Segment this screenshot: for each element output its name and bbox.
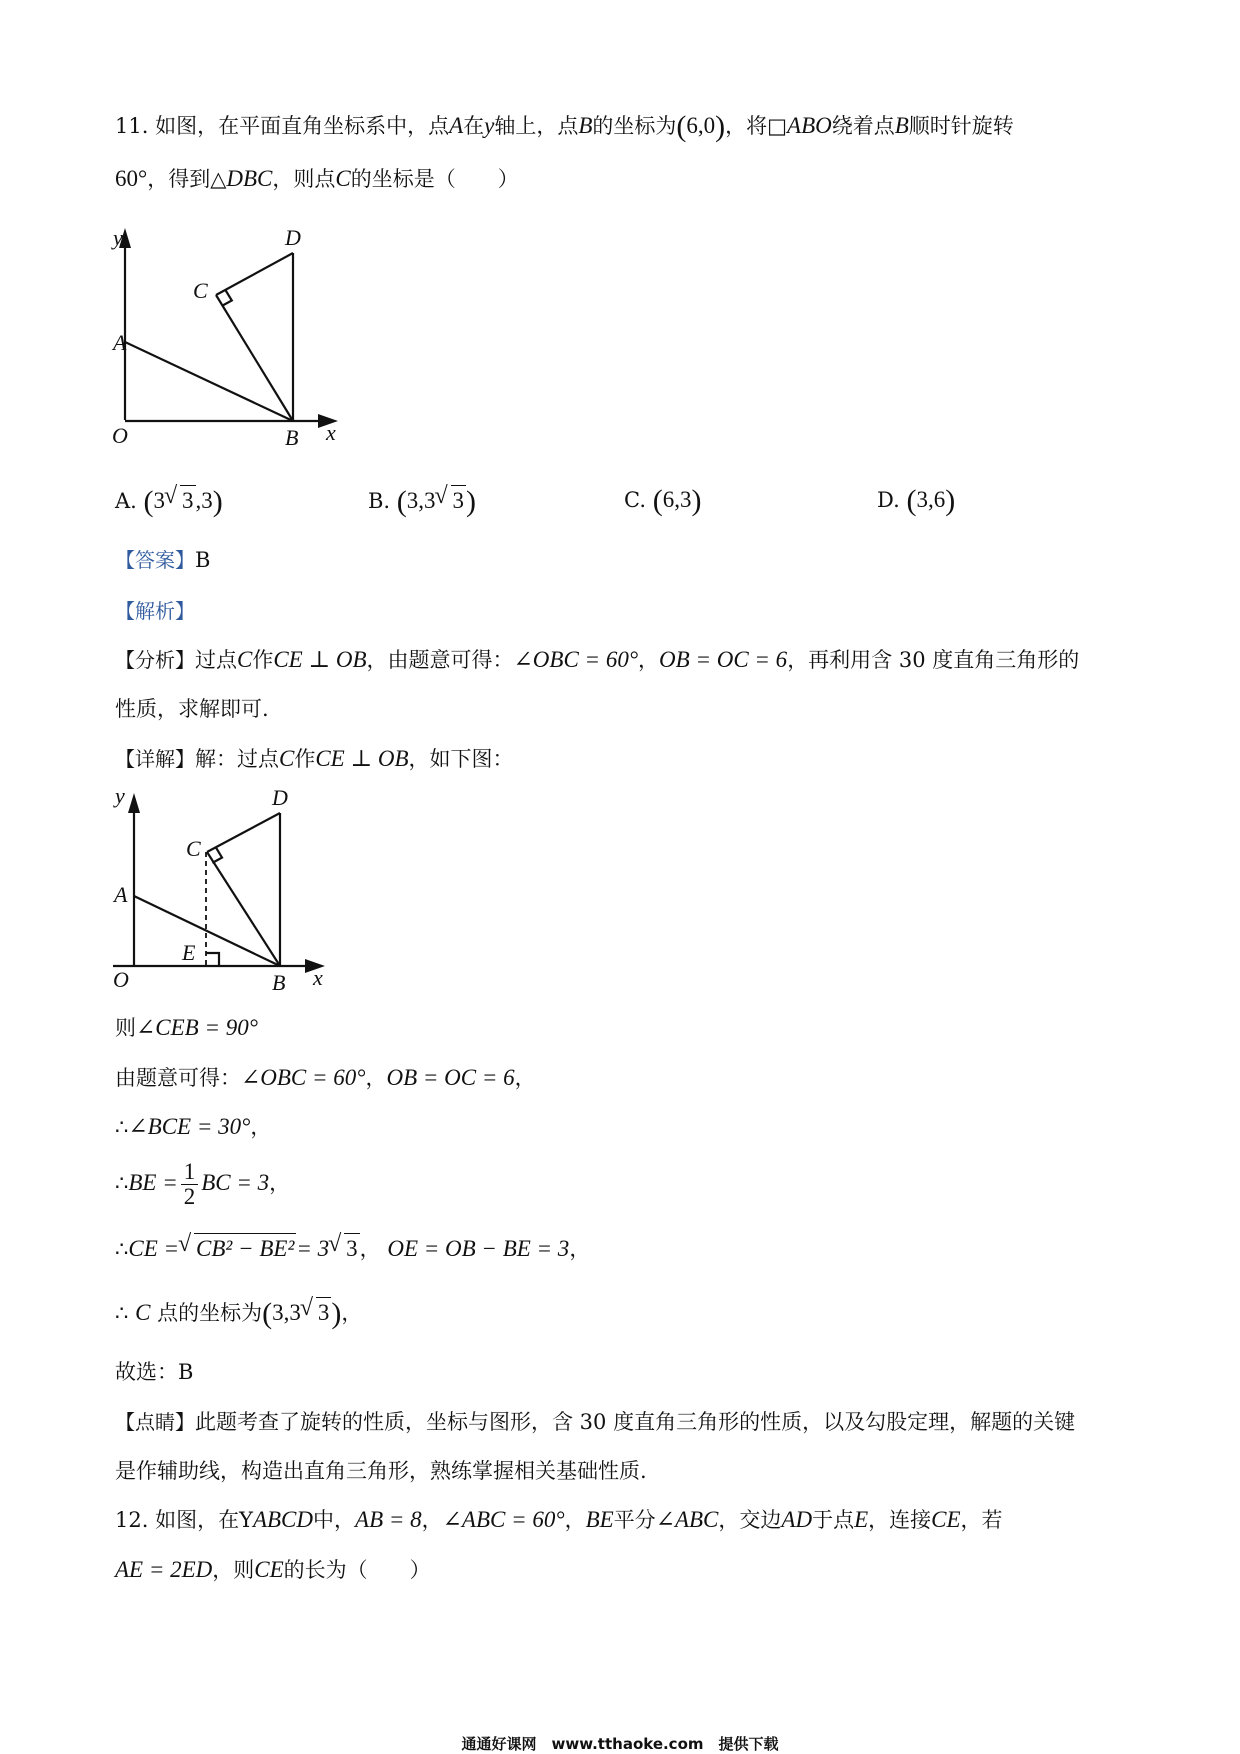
option-c[interactable]: C. (6,3): [624, 484, 702, 517]
step-5: ∴CE =√ CB² − BE²= 3√ 3， OE = OB − BE = 3，: [115, 1233, 590, 1264]
label-x: x: [326, 420, 336, 445]
fenxi-line2: 性质，求解即可.: [115, 697, 269, 721]
step-1: 则∠CEB = 90°: [115, 1015, 258, 1040]
option-b[interactable]: B. (3,3√ 3): [368, 485, 476, 517]
label-o: O: [113, 967, 129, 992]
step-3: ∴∠BCE = 30°，: [115, 1114, 272, 1139]
step-7: 故选：B: [115, 1360, 194, 1384]
label-b: B: [285, 425, 299, 450]
q12-stem-line2: AE = 2ED，则CE的长为（ ）: [115, 1557, 431, 1582]
q12-stem-line1: 12. 如图，在YABCD中，AB = 8，∠ABC = 60°，BE平分∠ABC，交边AD于点E，连接CE，若: [115, 1507, 1003, 1532]
y-axis-arrow-icon: [128, 793, 140, 813]
xiangjie-line: 【详解】解：过点C作CE ⊥ OB，如下图：: [115, 746, 514, 771]
label-d: D: [272, 785, 288, 810]
label-y: y: [113, 225, 123, 250]
label-e: E: [182, 940, 196, 965]
dianjing-line2: 是作辅助线，构造出直角三角形，熟练掌握相关基础性质.: [115, 1459, 647, 1483]
step-6: ∴ C 点的坐标为(3,3√ 3)，: [115, 1297, 362, 1329]
q11-stem-line2: 60°，得到△DBC，则点C的坐标是（ ）: [115, 166, 519, 191]
segment-cd: [207, 813, 280, 852]
figure-2-coordinate-diagram: [95, 778, 345, 998]
step-4: ∴BE = $\frac{1}{2}$ BC = 3，: [115, 1159, 291, 1209]
option-d[interactable]: D. (3,6): [877, 484, 956, 517]
label-b: B: [272, 970, 286, 995]
figure-1-coordinate-diagram: [95, 215, 355, 455]
label-d: D: [285, 225, 301, 250]
label-c: C: [186, 836, 201, 861]
page-footer: 通通好课网 www.tthaoke.com 提供下载: [461, 1735, 779, 1753]
right-angle-mark-c: [223, 290, 232, 306]
label-a: A: [113, 330, 127, 355]
right-angle-mark-e: [206, 953, 219, 966]
fenxi-line1: 【分析】过点C作CE ⊥ OB，由题意可得：∠OBC = 60°，OB = OC = 6，再利用含 30 度直角三角形的: [115, 647, 1080, 672]
label-x: x: [313, 965, 323, 990]
segment-cd: [216, 253, 293, 295]
answer-line: 【答案】B: [115, 548, 211, 572]
analysis-heading: 【解析】: [115, 599, 195, 623]
dianjing-line1: 【点睛】此题考查了旋转的性质，坐标与图形，含 30 度直角三角形的性质，以及勾股定理，解题的关键: [115, 1410, 1076, 1434]
label-c: C: [193, 278, 208, 303]
label-o: O: [112, 423, 128, 448]
option-a[interactable]: A. (3√ 3,3): [115, 485, 223, 517]
label-a: A: [114, 882, 128, 907]
step-2: 由题意可得：∠OBC = 60°，OB = OC = 6，: [115, 1065, 536, 1090]
right-angle-mark-c: [212, 847, 222, 863]
q11-stem-line1: 11. 如图，在平面直角坐标系中，点A在y轴上，点B的坐标为(6,0)，将□ABO绕着点B顺时针旋转: [115, 110, 1014, 143]
label-y: y: [115, 783, 125, 808]
